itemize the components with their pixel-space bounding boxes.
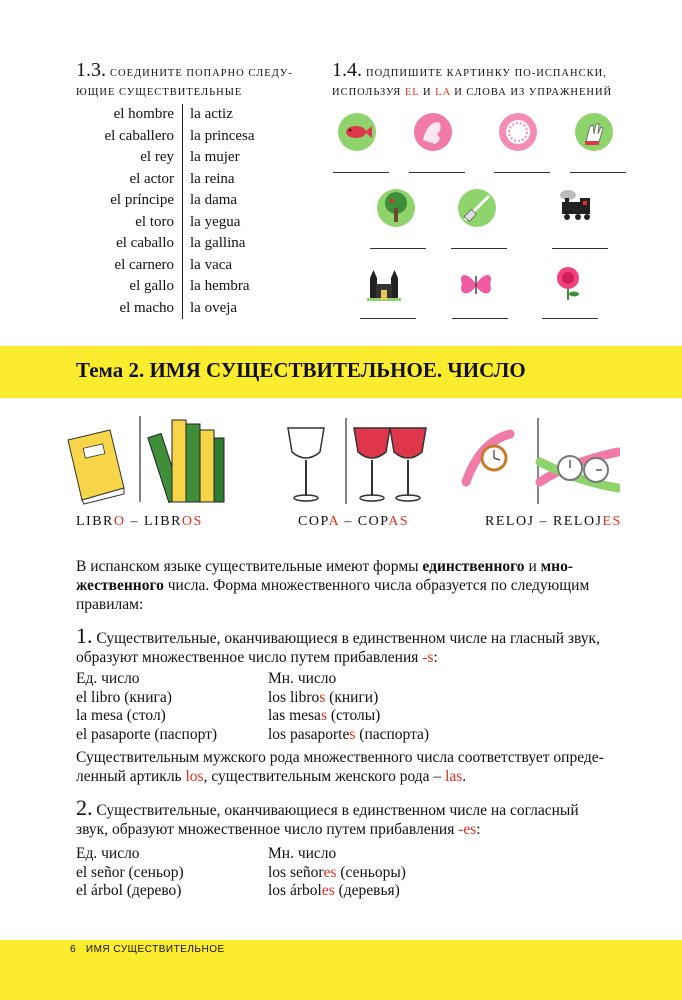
exercise-number: 1.3. <box>76 59 106 81</box>
exercise-1-4-title <box>332 59 613 101</box>
answer-blank[interactable] <box>552 248 608 249</box>
books-icon <box>148 420 224 502</box>
pair-row <box>70 276 255 298</box>
answer-blank[interactable] <box>570 172 626 173</box>
wine-glasses-icon <box>354 428 426 501</box>
answer-blank[interactable] <box>494 172 550 173</box>
column-header: Ед. число <box>76 845 140 862</box>
castle-icon <box>364 264 404 304</box>
table-cell: el pasaporte (паспорт) <box>76 725 218 743</box>
right-word: la dama <box>182 190 237 212</box>
table-cell: la mesa (стол) <box>76 707 166 724</box>
answer-blank[interactable] <box>409 172 465 173</box>
donut-plate-icon <box>498 112 538 152</box>
table-cell: los libros (книги) <box>268 688 379 706</box>
fish-icon <box>337 112 377 152</box>
table-cell: el árbol (дерево) <box>76 882 182 899</box>
topic-title: Тема 2. ИМЯ СУЩЕСТВИТЕЛЬНОЕ. ЧИСЛО <box>76 358 526 382</box>
answer-blank[interactable] <box>451 248 507 249</box>
rule-1: 1. Существительные, оканчивающиеся в единственном числе на гласный звук, образуют множественное число путем прибавления -s: <box>76 623 600 666</box>
exercise-1-3-title <box>76 59 293 101</box>
table-2-singular <box>76 845 184 901</box>
right-word: la yegua <box>182 212 240 234</box>
sword-arm-icon <box>457 188 497 228</box>
word-pairs-list <box>70 104 255 319</box>
watch-icon <box>466 434 510 482</box>
left-word: el toro <box>135 213 174 230</box>
answer-blank[interactable] <box>333 172 389 173</box>
footer <box>70 944 225 955</box>
column-header: Мн. число <box>268 670 337 687</box>
answer-blank[interactable] <box>370 248 426 249</box>
left-word: el caballo <box>116 235 174 251</box>
rule-2: 2. Существительные, оканчивающиеся в единственном числе на согласный звук, образуют множественное число путем прибавления -es: <box>76 795 579 838</box>
pair-row <box>70 147 255 169</box>
right-word: la reina <box>182 169 235 191</box>
watches-icon <box>540 452 618 488</box>
column-header: Мн. число <box>268 845 337 862</box>
table-cell: los árboles (деревья) <box>268 882 400 899</box>
butterfly-icon <box>456 264 496 304</box>
pair-row <box>70 298 255 320</box>
glass-illustration <box>282 412 432 506</box>
table-1-singular <box>76 670 217 744</box>
right-word: la princesa <box>182 126 255 148</box>
answer-blank[interactable] <box>452 318 508 319</box>
right-word: la gallina <box>182 233 245 255</box>
exercise-instruction-cont: ИСПОЛЬЗУЯ EL И LA И СЛОВА ИЗ УПРАЖНЕНИЙ <box>332 87 613 98</box>
pair-row <box>70 190 255 212</box>
book-icon <box>68 430 124 504</box>
right-word: la mujer <box>182 147 240 169</box>
table-cell: el señor (сеньор) <box>76 863 184 881</box>
caption-reloj: RELOJ – RELOJES <box>485 514 622 529</box>
article-note: Существительным мужского рода множественного числа соответствует опреде- ленный артикль los, существительным женского рода – las. <box>76 749 604 785</box>
left-word: el gallo <box>129 278 174 294</box>
pair-row <box>70 104 255 126</box>
watch-illustration <box>460 412 620 506</box>
exercise-instruction-cont: ЮЩИЕ СУЩЕСТВИТЕЛЬНЫЕ <box>76 87 243 98</box>
rose-icon <box>548 262 588 302</box>
left-word: el hombre <box>113 106 174 122</box>
column-header: Ед. число <box>76 670 140 687</box>
left-word: el rey <box>140 149 174 165</box>
left-word: el actor <box>129 170 174 187</box>
exercise-instruction: ПОДПИШИТЕ КАРТИНКУ ПО-ИСПАНСКИ, <box>366 68 607 79</box>
table-2-plural <box>268 845 406 901</box>
caption-copa: COPA – COPAS <box>298 514 410 529</box>
left-word: el caballero <box>104 127 174 144</box>
book-illustration <box>60 410 240 506</box>
tree-icon <box>376 188 416 228</box>
right-word: la hembra <box>182 276 250 298</box>
table-cell: los señores (сеньоры) <box>268 863 406 881</box>
table-cell: los pasaportes (паспорта) <box>268 725 430 743</box>
answer-blank[interactable] <box>542 318 598 319</box>
exercise-instruction: СОЕДИНИТЕ ПОПАРНО СЛЕДУ- <box>110 68 293 79</box>
intro-paragraph: В испанском языке существительные имеют формы единственного и мно- жественного числа. Форма множественного числа образуется по следующим правилам: <box>76 558 590 613</box>
caption-libro: LIBRO – LIBROS <box>76 514 203 529</box>
running-title: ИМЯ СУЩЕСТВИТЕЛЬНОЕ <box>85 944 225 955</box>
train-icon <box>556 186 596 226</box>
hand-profile-icon <box>413 112 453 152</box>
exercise-number: 1.4. <box>332 59 362 81</box>
right-word: la actiz <box>182 104 233 126</box>
left-word: el macho <box>119 299 174 316</box>
page-number: 6 <box>70 944 77 955</box>
pair-row <box>70 169 255 191</box>
glove-icon <box>574 112 614 152</box>
table-1-plural <box>268 670 429 744</box>
answer-blank[interactable] <box>360 318 416 319</box>
table-cell: el libro (книга) <box>76 688 172 706</box>
left-word: el carnero <box>114 256 174 273</box>
pair-row <box>70 212 255 234</box>
right-word: la oveja <box>182 298 237 320</box>
right-word: la vaca <box>182 255 232 277</box>
pair-row <box>70 233 255 255</box>
table-cell: las mesas (столы) <box>268 707 381 724</box>
pair-row <box>70 126 255 148</box>
pair-row <box>70 255 255 277</box>
wine-glass-icon <box>288 428 324 501</box>
left-word: el príncipe <box>110 192 174 208</box>
